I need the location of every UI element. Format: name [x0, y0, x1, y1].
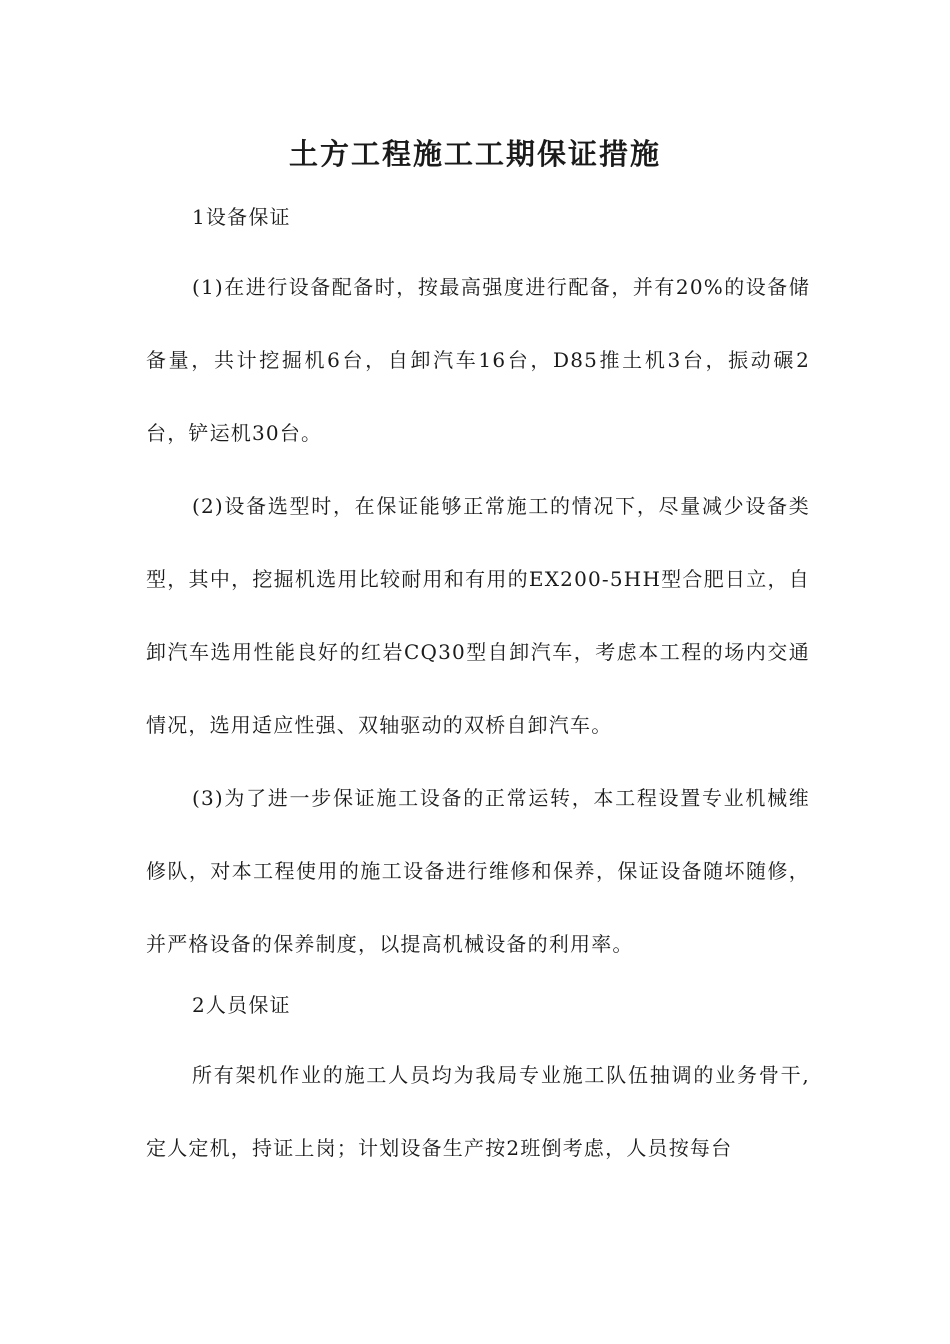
document-title: 土方工程施工工期保证措施: [288, 137, 661, 171]
paragraph-equipment-2: (2)设备选型时，在保证能够正常施工的情况下，尽量减少设备类型，其中，挖掘机选用比较耐用和有用的EX200-5HH型合肥日立，自卸汽车选用性能良好的红岩CQ30型自卸汽车，考虑本工程的场内交通情况，选用适应性强、双轴驱动的双桥自卸汽车。: [146, 494, 810, 737]
paragraph-equipment-1: (1)在进行设备配备时，按最高强度进行配备，并有20%的设备储备量，共计挖掘机6台，自卸汽车16台，D85推土机3台，振动碾2台，铲运机30台。: [146, 275, 810, 445]
document-body: [146, 193, 810, 1185]
paragraph-equipment-3: (3)为了进一步保证施工设备的正常运转，本工程设置专业机械维修队，对本工程使用的施工设备进行维修和保养，保证设备随坏随修，并严格设备的保养制度，以提高机械设备的利用率。: [146, 786, 810, 956]
section-heading-equipment: 1设备保证: [192, 205, 291, 229]
paragraph-personnel-1: 所有架机作业的施工人员均为我局专业施工队伍抽调的业务骨干,定人定机，持证上岗；计划设备生产按2班倒考虑，人员按每台: [146, 1063, 810, 1160]
section-heading-personnel: 2人员保证: [192, 993, 291, 1017]
